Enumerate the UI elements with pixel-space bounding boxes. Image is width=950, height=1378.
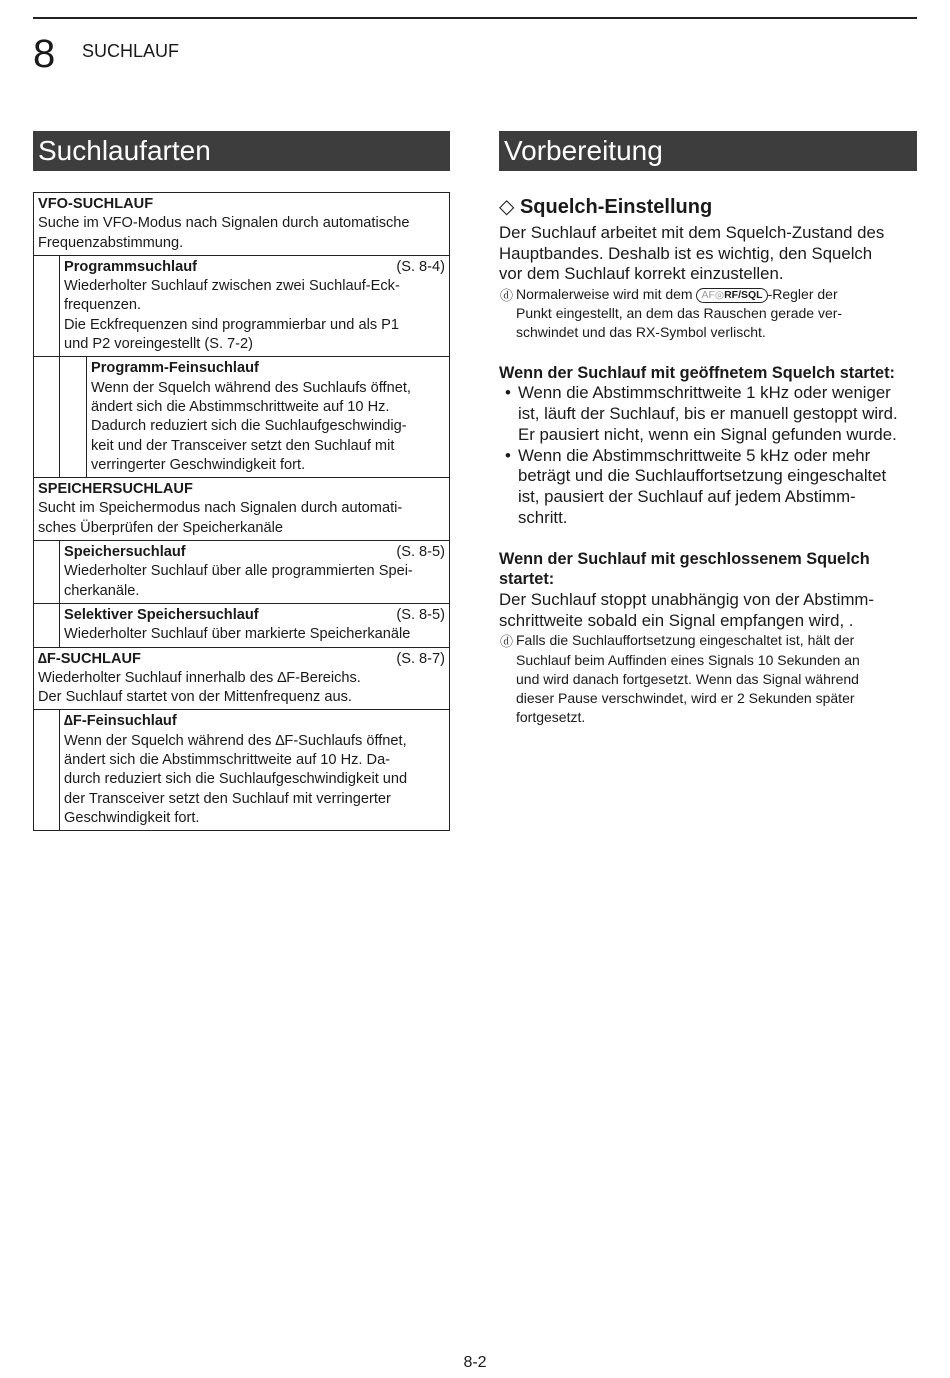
knob-label: RF/SQL bbox=[724, 288, 763, 301]
chapter-title: SUCHLAUF bbox=[82, 41, 180, 61]
note-text: -Regler der bbox=[767, 285, 838, 302]
row-title: ∆F-Feinsuchlauf bbox=[64, 713, 177, 730]
note-line: Punkt eingestellt, an dem das Rauschen gerade ver- bbox=[516, 305, 843, 322]
table-row-selektiver-speichersuchlauf bbox=[34, 603, 449, 647]
table-cell bbox=[60, 541, 449, 603]
info-note-icon: ⓓ bbox=[500, 287, 514, 303]
row-text-line: Geschwindigkeit fort. bbox=[64, 809, 200, 826]
bullet-line: • Wenn die Abstimmschrittweite 5 kHz oder mehr bbox=[518, 445, 871, 465]
row-text-line: Wiederholter Suchlauf innerhalb des ∆F-Bereichs. bbox=[38, 669, 361, 686]
row-text-line: Die Eckfrequenzen sind programmierbar und als P1 bbox=[64, 316, 400, 333]
knob-arrow: ◎ bbox=[714, 288, 725, 301]
row-text-line: keit und der Transceiver setzt den Suchlauf mit bbox=[91, 437, 395, 454]
row-title: SPEICHERSUCHLAUF bbox=[38, 481, 193, 498]
row-text-line: Wenn der Squelch während des ∆F-Suchlaufs öffnet, bbox=[64, 732, 407, 749]
row-text-line: Der Suchlauf startet von der Mittenfrequenz aus. bbox=[38, 689, 352, 706]
indent-column bbox=[34, 604, 60, 647]
note-line: dieser Pause verschwindet, wird er 2 Sekunden später bbox=[516, 690, 855, 707]
note-squelch bbox=[499, 285, 917, 343]
row-text-line: durch reduziert sich die Suchlaufgeschwindigkeit und bbox=[64, 771, 408, 788]
table-row-vfo-suchlauf bbox=[34, 193, 449, 255]
table-cell bbox=[34, 193, 449, 255]
table-cell bbox=[34, 648, 449, 710]
table-cell bbox=[34, 478, 449, 540]
row-text-line: Suche im VFO-Modus nach Signalen durch automatische bbox=[38, 215, 410, 232]
table-row-speichersuchlauf-header bbox=[34, 477, 449, 540]
row-title: Selektiver Speichersuchlauf bbox=[64, 606, 259, 623]
row-text-line: frequenzen. bbox=[64, 297, 142, 314]
heading-open-squelch: Wenn der Suchlauf mit geöffnetem Squelch startet: bbox=[499, 363, 895, 382]
indent-column bbox=[34, 357, 60, 477]
intro-line: Der Suchlauf arbeitet mit dem Squelch-Zustand des bbox=[499, 223, 885, 242]
table-cell bbox=[87, 357, 449, 477]
row-title: VFO-SUCHLAUF bbox=[38, 196, 154, 212]
indent-column bbox=[34, 710, 60, 830]
row-text-line: ändert sich die Abstimmschrittweite auf 10 Hz. bbox=[91, 398, 390, 415]
subheading-squelch bbox=[499, 193, 917, 221]
row-text-line: und P2 voreingestellt (S. 7-2) bbox=[64, 336, 254, 353]
note-line: Falls die Suchlauffortsetzung eingeschaltet ist, hält der bbox=[516, 632, 855, 649]
af-rf-sql-knob-icon bbox=[696, 288, 767, 303]
row-text-line: Wiederholter Suchlauf über alle programmierten Spei- bbox=[64, 563, 413, 580]
list-item bbox=[499, 446, 917, 529]
scan-types-table bbox=[33, 192, 450, 831]
section-title-suchlaufarten: Suchlaufarten bbox=[33, 131, 450, 171]
intro-line: vor dem Suchlauf korrekt einzustellen. bbox=[499, 264, 784, 284]
bullet-line: ist, pausiert der Suchlauf auf jedem Abstimm- bbox=[518, 487, 856, 507]
diamond-icon: ◇ bbox=[499, 196, 515, 218]
bullet-line: beträgt und die Suchlauffortsetzung eingeschaltet bbox=[518, 466, 887, 486]
note-line: Suchlauf beim Auffinden eines Signals 10 Sekunden an bbox=[516, 651, 860, 668]
bullet-line: ist, läuft der Suchlauf, bis er manuell gestoppt wird. bbox=[518, 404, 898, 424]
table-row-programmsuchlauf bbox=[34, 255, 449, 356]
row-text-line: ändert sich die Abstimmschrittweite auf 10 Hz. Da- bbox=[64, 752, 391, 769]
list-item bbox=[499, 383, 917, 445]
knob-af-label: AF bbox=[701, 288, 715, 301]
header-rule bbox=[33, 17, 917, 19]
table-row-speichersuchlauf bbox=[34, 540, 449, 603]
chapter-number: 8 bbox=[33, 32, 56, 76]
row-text-line: Dadurch reduziert sich die Suchlaufgeschwindig- bbox=[91, 418, 407, 435]
body-line: Der Suchlauf stoppt unabhängig von der Abstimm- bbox=[499, 590, 874, 610]
table-cell bbox=[60, 710, 449, 830]
row-title: Programm-Feinsuchlauf bbox=[91, 360, 259, 377]
row-text-line: Wiederholter Suchlauf zwischen zwei Suchlauf-Eck- bbox=[64, 278, 400, 295]
page-reference: (S. 8-4) bbox=[396, 258, 445, 275]
row-text-line: der Transceiver setzt den Suchlauf mit verringerter bbox=[64, 790, 391, 807]
note-line: fortgesetzt. bbox=[516, 709, 586, 726]
heading-closed-squelch: Wenn der Suchlauf mit geschlossenem Squelch bbox=[499, 549, 870, 568]
table-cell bbox=[60, 604, 449, 647]
table-row-delta-f-feinsuchlauf bbox=[34, 709, 449, 830]
page-reference: (S. 8-5) bbox=[396, 606, 445, 623]
indent-column bbox=[34, 256, 60, 356]
row-title: ∆F-SUCHLAUF bbox=[38, 650, 141, 667]
note-line: schwindet und das RX-Symbol verlischt. bbox=[516, 324, 766, 341]
page-reference: (S. 8-7) bbox=[396, 650, 445, 667]
note-text: Normalerweise wird mit dem bbox=[516, 285, 697, 302]
row-text-line: cherkanäle. bbox=[64, 582, 140, 599]
bullet-list bbox=[499, 383, 917, 529]
page-reference: (S. 8-5) bbox=[396, 544, 445, 561]
row-text-line: verringerter Geschwindigkeit fort. bbox=[91, 456, 306, 473]
note-scan-resume bbox=[499, 631, 917, 727]
info-note-icon: ⓓ bbox=[500, 634, 514, 650]
intro-line: Hauptbandes. Deshalb ist es wichtig, den Squelch bbox=[499, 243, 873, 263]
indent-column bbox=[34, 541, 60, 603]
row-title: Programmsuchlauf bbox=[64, 258, 197, 275]
row-text-line: Sucht im Speichermodus nach Signalen durch automati- bbox=[38, 500, 403, 517]
row-text-line: sches Überprüfen der Speicherkanäle bbox=[38, 519, 283, 536]
row-title: Speichersuchlauf bbox=[64, 544, 186, 561]
section-title-vorbereitung: Vorbereitung bbox=[499, 131, 917, 171]
row-text-line: Frequenzabstimmung. bbox=[38, 234, 184, 251]
page-number: 8-2 bbox=[463, 1354, 487, 1371]
heading-closed-squelch: startet: bbox=[499, 570, 555, 589]
row-text-line: Wiederholter Suchlauf über markierte Speicherkanäle bbox=[64, 626, 411, 643]
table-cell bbox=[60, 256, 449, 356]
bullet-line: • Wenn die Abstimmschrittweite 1 kHz oder weniger bbox=[518, 383, 891, 403]
note-line: und wird danach fortgesetzt. Wenn das Signal während bbox=[516, 670, 859, 687]
table-row-delta-f-suchlauf bbox=[34, 647, 449, 710]
bullet-line: Er pausiert nicht, wenn ein Signal gefunden wurde. bbox=[518, 424, 897, 444]
body-line: schrittweite sobald ein Signal empfangen wird, . bbox=[499, 610, 854, 630]
bullet-line: schritt. bbox=[518, 508, 568, 528]
table-row-programm-feinsuchlauf bbox=[34, 356, 449, 477]
indent-column bbox=[60, 357, 87, 477]
row-text-line: Wenn der Squelch während des Suchlaufs öffnet, bbox=[91, 379, 411, 396]
preparation-column bbox=[499, 190, 917, 728]
subheading-text: Squelch-Einstellung bbox=[519, 196, 713, 218]
